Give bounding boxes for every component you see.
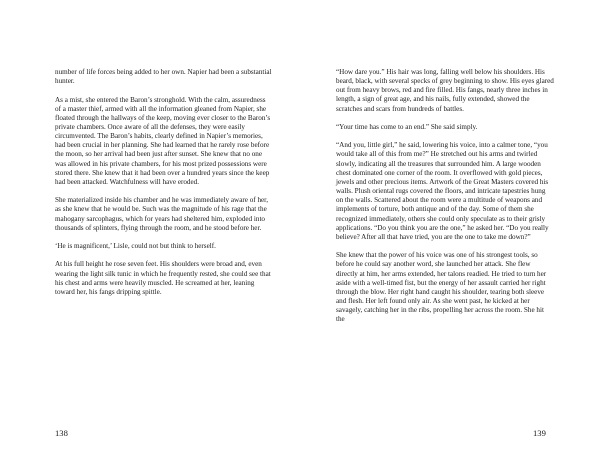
- left-paragraph: As a mist, she entered the Baron’s stronghold. With the calm, assuredness of a master thief, armed with all the information gleaned from Napier, she floated through the hallways of the keep, moving ever closer to the Baron’s private chambers. Once aware of all the defenses, they were easily circumvented. The Baron’s habits, clearly defined in Napier’s memories, had been crucial in her planning. She had learned that he rarely rose before the moon, so her arrival had been just after sunset. She knew that no one was allowed in his private chambers, for his most prized possessions were stored there. She knew that it had been over a hundred years since the keep had been attacked. Watchfulness will have eroded.: [55, 95, 271, 186]
- left-page-number: 138: [55, 428, 68, 438]
- left-page-text: [55, 68, 273, 297]
- right-paragraph: She knew that the power of his voice was one of his strongest tools, so before he could say another word, she launched her attack. She flew directly at him, her arms extended, her talons readied. He tried to turn her aside with a well-timed fist, but the energy of her assault carried her right through the blow. Her right hand caught his shoulder, tearing both sleeve and flesh. Her left found only air. As she went past, he kicked at her savagely, catching her in the ribs, propelling her across the room. She hit the: [336, 251, 547, 324]
- left-paragraph: She materialized inside his chamber and he was immediately aware of her, as she knew that he would be. Such was the magnitude of his rage that the mahogany sarcophagus, which for years had sheltered him, exploded into thousands of splinters, flying through the room, and he stood before her.: [55, 196, 269, 232]
- right-paragraph: “And you, little girl,” he said, lowering his voice, into a calmer tone, “you would take all of this from me?” He stretched out his arms and twirled slowly, indicating all the treasures that surrounded him. A large wooden chest dominated one corner of the room. It overflowed with gold pieces, jewels and other precious items. Artwork of the Great Masters covered his walls. Plush oriental rugs covered the floors, and intricate tapestries hung on the walls. Scattered about the room were a multitude of weapons and implements of torture, both antique and of the day. Some of them she recognized immediately, others she could only speculate as to their grisly applications. “Do you think you are the one,” he asked her. “Do you really believe? After all that have tried, you are the one to take me down?”: [336, 141, 549, 241]
- right-page-text: [336, 68, 554, 324]
- right-paragraph: “How dare you.” His hair was long, falling well below his shoulders. His beard, black, with several specks of grey beginning to show. His eyes glared out from heavy brows, red and fire filled. His fangs, nearly three inches in length, a sign of great age, and his nails, fully extended, showed the scratches and scars from hundreds of battles.: [336, 68, 554, 113]
- right-paragraph: “Your time has come to an end.” She said simply.: [336, 122, 478, 131]
- left-paragraph: ‘He is magnificent,’ Lisle, could not but think to herself.: [55, 242, 216, 251]
- left-paragraph: At his full height he rose seven feet. His shoulders were broad and, even wearing the light silk tunic in which he frequently rested, she could see that his chest and arms were heavily muscled. He screamed at her, leaning toward her, his fangs dripping spittle.: [55, 260, 271, 296]
- right-page-number: 139: [533, 428, 546, 438]
- left-paragraph: number of life forces being added to her own. Napier had been a substantial hunter.: [55, 68, 272, 86]
